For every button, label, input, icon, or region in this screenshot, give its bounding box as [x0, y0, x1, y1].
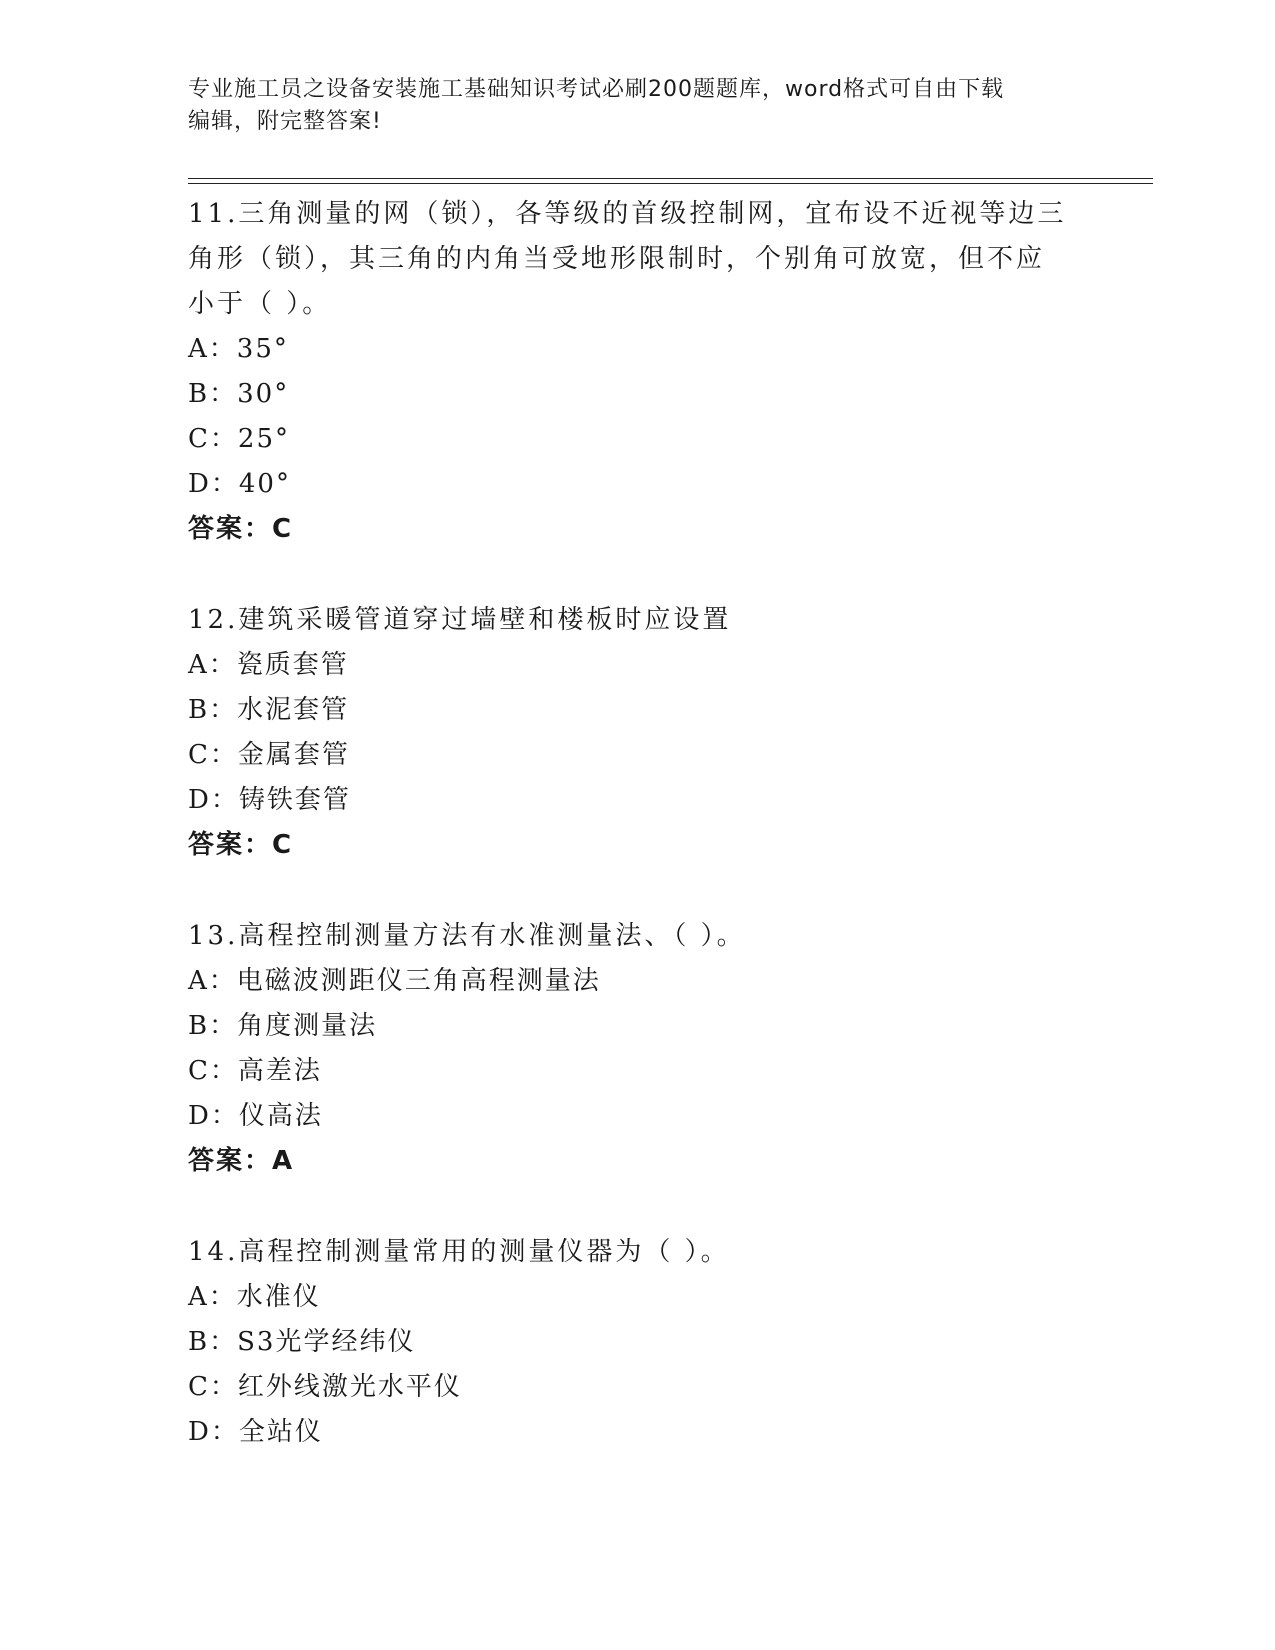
option-c: [188, 1365, 1088, 1410]
option-text: 电磁波测距仪三角高程测量法: [236, 966, 601, 996]
option-text: 瓷质套管: [236, 650, 349, 680]
option-text: 25°: [237, 424, 290, 454]
option-letter: B：: [188, 695, 238, 725]
question-spacer: [188, 552, 1088, 598]
option-b: [188, 688, 1088, 733]
option-letter: B：: [188, 1011, 238, 1041]
option-letter: A：: [188, 966, 237, 996]
option-text: 金属套管: [237, 740, 350, 770]
option-letter: C：: [188, 1056, 238, 1086]
option-text: 35°: [236, 334, 289, 364]
answer-line: 答案：C: [188, 514, 294, 544]
option-text: 30°: [237, 379, 290, 409]
option-text: 全站仪: [238, 1417, 323, 1447]
option-letter: B：: [188, 1327, 238, 1357]
option-a: [188, 959, 1088, 1004]
option-letter: C：: [188, 424, 238, 454]
option-text: 仪高法: [238, 1101, 323, 1131]
option-letter: C：: [188, 1372, 238, 1402]
question-stem-line: 14.高程控制测量常用的测量仪器为（ ）。: [188, 1237, 730, 1267]
option-b: [188, 1004, 1088, 1049]
option-a: [188, 327, 1088, 372]
option-letter: B：: [188, 379, 238, 409]
option-d: [188, 778, 1088, 823]
question-stem-line: 13.高程控制测量方法有水准测量法、（ ）。: [188, 921, 746, 951]
question-list: [188, 192, 1088, 1455]
question-11: [188, 192, 1088, 552]
header-line-2: 编辑，附完整答案!: [188, 109, 382, 134]
option-letter: D：: [188, 785, 239, 815]
option-text: 红外线激光水平仪: [237, 1372, 462, 1402]
option-text: 角度测量法: [237, 1011, 378, 1041]
option-text: 水准仪: [236, 1282, 321, 1312]
option-text: 高差法: [237, 1056, 322, 1086]
answer-line: 答案：A: [188, 1146, 295, 1176]
option-c: [188, 1049, 1088, 1094]
question-stem-line: 角形（锁），其三角的内角当受地形限制时，个别角可放宽，但不应: [188, 244, 1046, 274]
option-a: [188, 1275, 1088, 1320]
option-text: 水泥套管: [237, 695, 350, 725]
option-d: [188, 1094, 1088, 1139]
option-d: [188, 462, 1088, 507]
option-letter: A：: [188, 1282, 237, 1312]
option-d: [188, 1410, 1088, 1455]
answer-line: 答案：C: [188, 830, 294, 860]
option-b: [188, 1320, 1088, 1365]
header-line-1: 专业施工员之设备安装施工基础知识考试必刷200题题库，word格式可自由下载: [188, 77, 1005, 102]
option-text: 40°: [238, 469, 291, 499]
option-letter: D：: [188, 1417, 239, 1447]
option-text: 铸铁套管: [238, 785, 351, 815]
option-letter: D：: [188, 469, 239, 499]
question-12: [188, 598, 1088, 868]
option-c: [188, 417, 1088, 462]
question-14: [188, 1230, 1088, 1455]
question-stem-line: 小于（ ）。: [188, 289, 332, 319]
option-a: [188, 643, 1088, 688]
question-stem-line: 11.三角测量的网（锁），各等级的首级控制网，宜布设不近视等边三: [188, 199, 1067, 229]
question-13: [188, 914, 1088, 1184]
header-divider-bottom: [188, 183, 1153, 184]
option-text: S3光学经纬仪: [237, 1327, 416, 1357]
question-spacer: [188, 1184, 1088, 1230]
document-header: [188, 74, 1088, 138]
option-b: [188, 372, 1088, 417]
option-letter: A：: [188, 334, 237, 364]
header-divider-top: [188, 178, 1153, 179]
question-spacer: [188, 868, 1088, 914]
option-letter: A：: [188, 650, 237, 680]
option-letter: C：: [188, 740, 238, 770]
question-stem-line: 12.建筑采暖管道穿过墙壁和楼板时应设置: [188, 605, 732, 635]
option-letter: D：: [188, 1101, 239, 1131]
option-c: [188, 733, 1088, 778]
